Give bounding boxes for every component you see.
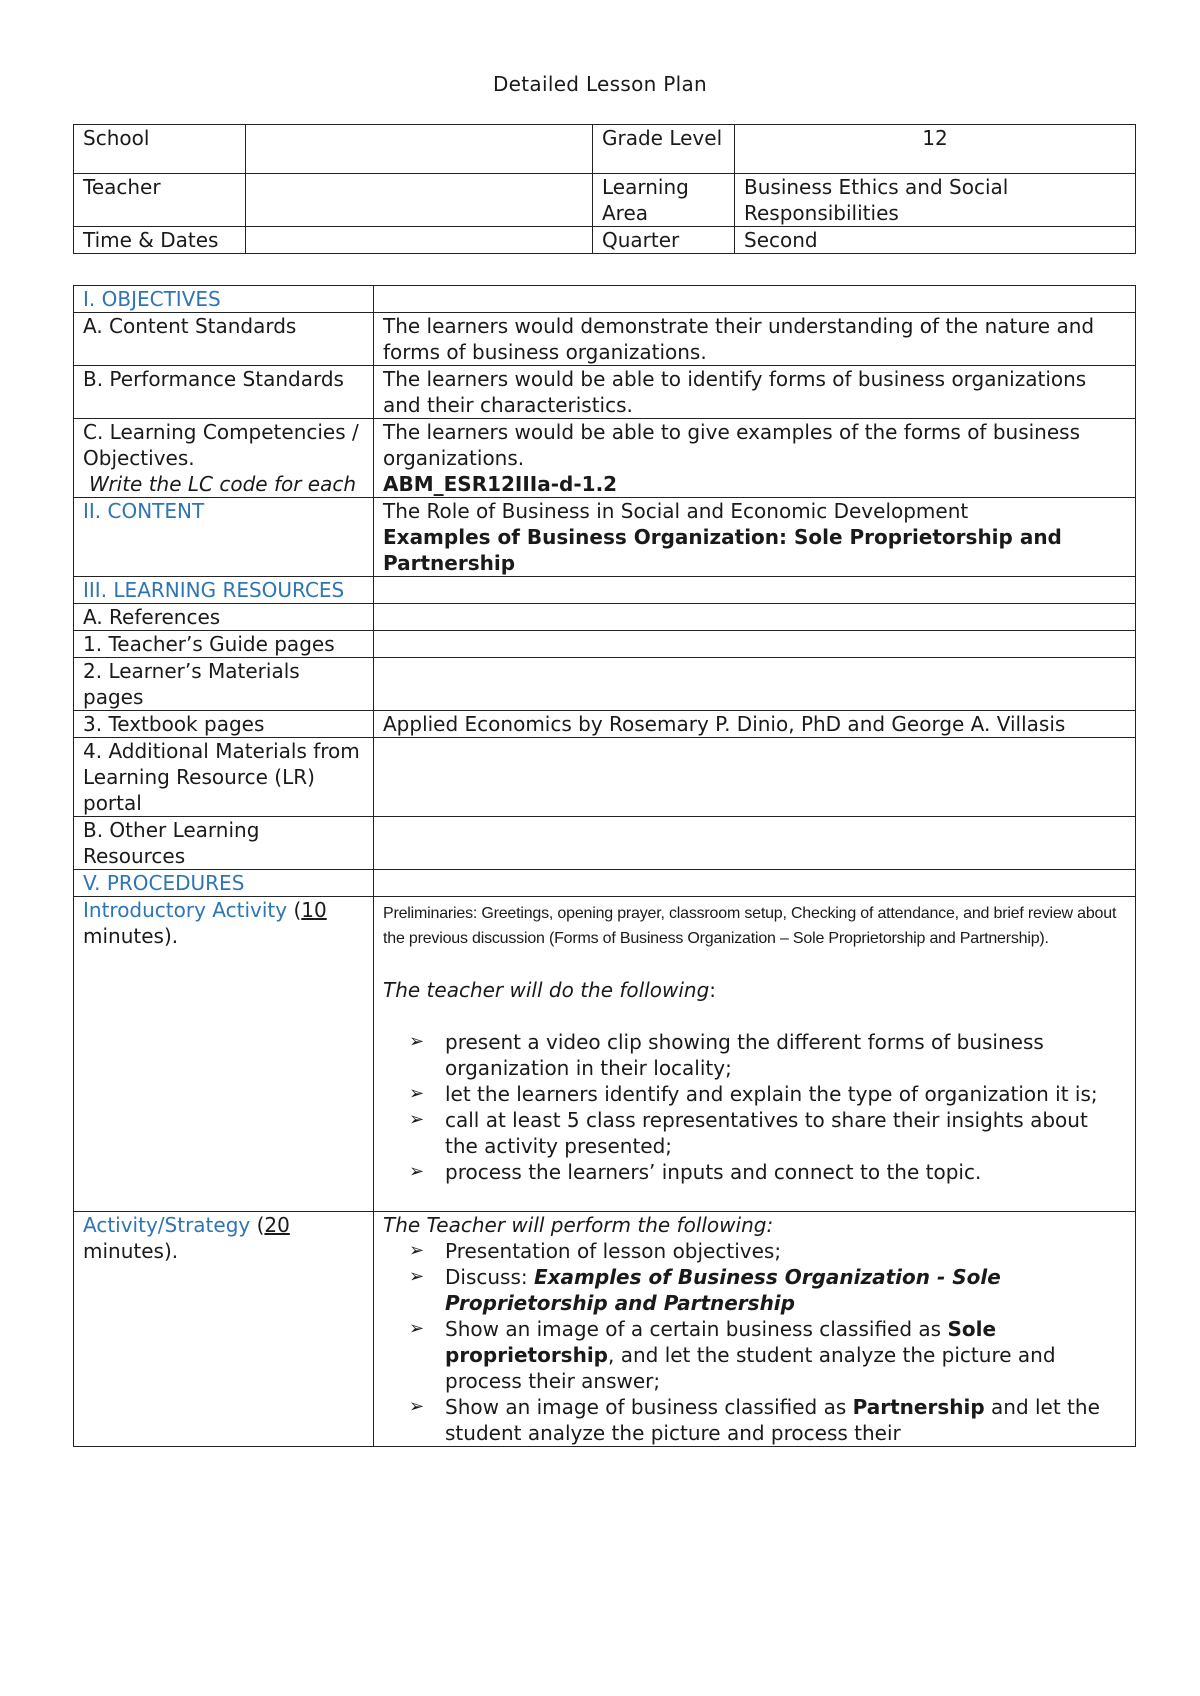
table-row — [74, 498, 1136, 577]
activity-lead: The Teacher will perform the following: — [383, 1213, 774, 1237]
objectives-heading: I. OBJECTIVES — [74, 286, 374, 313]
empty-cell — [374, 870, 1136, 897]
list-item-emphasis: Examples of Business Organization - Sole Proprietorship and Partnership — [445, 1265, 1001, 1315]
teacher-value — [246, 174, 593, 227]
list-item — [409, 1107, 1126, 1159]
additional-materials-label: 4. Additional Materials from Learning Resource (LR) portal — [74, 738, 374, 817]
competencies-note: Write the LC code for each — [89, 472, 357, 496]
empty-cell — [374, 604, 1136, 631]
document-title: Detailed Lesson Plan — [492, 72, 708, 96]
empty-cell — [374, 631, 1136, 658]
empty-cell — [374, 817, 1136, 870]
intro-preliminaries: Preliminaries: Greetings, opening prayer, classroom setup, Checking of attendance, and brief review about the previous discussion (Forms of Business Organization – Sole Proprietorship and Partnership). — [383, 905, 1117, 947]
content-standards-value: The learners would demonstrate their understanding of the nature and forms of business organizations. — [374, 313, 1136, 366]
other-resources-label: B. Other Learning Resources — [74, 817, 374, 870]
performance-standards-label: B. Performance Standards — [74, 366, 374, 419]
activity-minutes: 20 — [264, 1213, 290, 1237]
list-item — [409, 1264, 1126, 1316]
table-row — [74, 577, 1136, 604]
list-item-text: Show an image of business classified as — [445, 1395, 853, 1419]
grade-label: Grade Level — [593, 125, 735, 174]
list-item-text: Show an image of a certain business classified as — [445, 1317, 948, 1341]
table-row — [74, 286, 1136, 313]
list-item-text: present a video clip showing the different forms of business organization in their locality; — [445, 1030, 1044, 1080]
content-heading: II. CONTENT — [74, 498, 374, 577]
list-item-text: and let the student analyze the picture and process their — [445, 1395, 1100, 1445]
quarter-value: Second — [735, 227, 1136, 254]
content-value-cell — [374, 498, 1136, 577]
list-item — [409, 1316, 1126, 1394]
arrow-bullet-icon: ➢ — [409, 1396, 425, 1417]
content-line-1: The Role of Business in Social and Economic Development — [383, 499, 969, 523]
school-value — [246, 125, 593, 174]
references-label: A. References — [74, 604, 374, 631]
intro-content-cell — [374, 897, 1136, 1212]
empty-cell — [374, 577, 1136, 604]
list-item — [409, 1081, 1126, 1107]
arrow-bullet-icon: ➢ — [409, 1240, 425, 1261]
arrow-bullet-icon: ➢ — [409, 1161, 425, 1182]
arrow-bullet-icon: ➢ — [409, 1083, 425, 1104]
list-item-emphasis: Partnership — [852, 1395, 985, 1419]
activity-close: minutes). — [83, 1239, 179, 1263]
textbook-label: 3. Textbook pages — [74, 711, 374, 738]
list-item-text: Discuss: — [445, 1265, 534, 1289]
intro-label: Introductory Activity — [83, 898, 288, 922]
list-item — [409, 1238, 1126, 1264]
intro-open: ( — [287, 898, 302, 922]
grade-value: 12 — [735, 125, 1136, 174]
table-row — [74, 366, 1136, 419]
arrow-bullet-icon: ➢ — [409, 1031, 425, 1052]
arrow-bullet-icon: ➢ — [409, 1318, 425, 1339]
table-row — [74, 897, 1136, 1212]
list-item-text: process the learners’ inputs and connect to the topic. — [445, 1160, 982, 1184]
content-standards-label: A. Content Standards — [74, 313, 374, 366]
table-row — [74, 738, 1136, 817]
table-row — [74, 870, 1136, 897]
list-item — [409, 1159, 1126, 1185]
intro-label-cell — [74, 897, 374, 1212]
intro-lead: The teacher will do the following — [383, 978, 710, 1002]
performance-standards-value: The learners would be able to identify forms of business organizations and their characteristics. — [374, 366, 1136, 419]
table-row — [74, 227, 1136, 254]
list-item-text: call at least 5 class representatives to share their insights about the activity presented; — [445, 1108, 1088, 1158]
resources-heading: III. LEARNING RESOURCES — [74, 577, 374, 604]
intro-list — [383, 1029, 1126, 1185]
table-row — [74, 631, 1136, 658]
quarter-label: Quarter — [593, 227, 735, 254]
list-item-text: Presentation of lesson objectives; — [445, 1239, 782, 1263]
activity-list — [383, 1238, 1126, 1446]
competencies-value: The learners would be able to give examples of the forms of business organizations. — [383, 420, 1081, 470]
competencies-value-cell — [374, 419, 1136, 498]
list-item — [409, 1394, 1126, 1446]
table-row — [74, 125, 1136, 174]
activity-content-cell — [374, 1212, 1136, 1447]
table-row — [74, 817, 1136, 870]
table-row — [74, 1212, 1136, 1447]
intro-colon: : — [709, 978, 717, 1002]
textbook-value: Applied Economics by Rosemary P. Dinio, PhD and George A. Villasis — [374, 711, 1136, 738]
teacher-label: Teacher — [74, 174, 246, 227]
empty-cell — [374, 738, 1136, 817]
activity-label: Activity/Strategy — [83, 1213, 251, 1237]
activity-open: ( — [250, 1213, 265, 1237]
arrow-bullet-icon: ➢ — [409, 1109, 425, 1130]
table-row — [74, 419, 1136, 498]
table-row — [74, 174, 1136, 227]
time-label: Time & Dates — [74, 227, 246, 254]
table-row — [74, 313, 1136, 366]
intro-minutes: 10 — [301, 898, 327, 922]
lesson-table — [73, 285, 1136, 1447]
time-value — [246, 227, 593, 254]
table-row — [74, 658, 1136, 711]
arrow-bullet-icon: ➢ — [409, 1266, 425, 1287]
school-label: School — [74, 125, 246, 174]
area-label: Learning Area — [593, 174, 735, 227]
activity-label-cell — [74, 1212, 374, 1447]
list-item-emphasis: Sole proprietorship — [445, 1317, 997, 1367]
competencies-label: C. Learning Competencies / Objectives. — [83, 420, 359, 470]
list-item-text: , and let the student analyze the picture and process their answer; — [445, 1343, 1056, 1393]
procedures-heading: V. PROCEDURES — [74, 870, 374, 897]
table-row — [74, 711, 1136, 738]
header-table — [73, 124, 1136, 254]
list-item-text: let the learners identify and explain the type of organization it is; — [445, 1082, 1098, 1106]
learners-materials-label: 2. Learner’s Materials pages — [74, 658, 374, 711]
competencies-label-cell — [74, 419, 374, 498]
lc-code: ABM_ESR12IIIa-d-1.2 — [383, 472, 618, 496]
area-value: Business Ethics and Social Responsibilities — [735, 174, 1136, 227]
empty-cell — [374, 658, 1136, 711]
content-line-2: Examples of Business Organization: Sole Proprietorship and Partnership — [383, 525, 1062, 575]
table-row — [74, 604, 1136, 631]
list-item — [409, 1029, 1126, 1081]
teachers-guide-label: 1. Teacher’s Guide pages — [74, 631, 374, 658]
empty-cell — [374, 286, 1136, 313]
intro-close: minutes). — [83, 924, 179, 948]
